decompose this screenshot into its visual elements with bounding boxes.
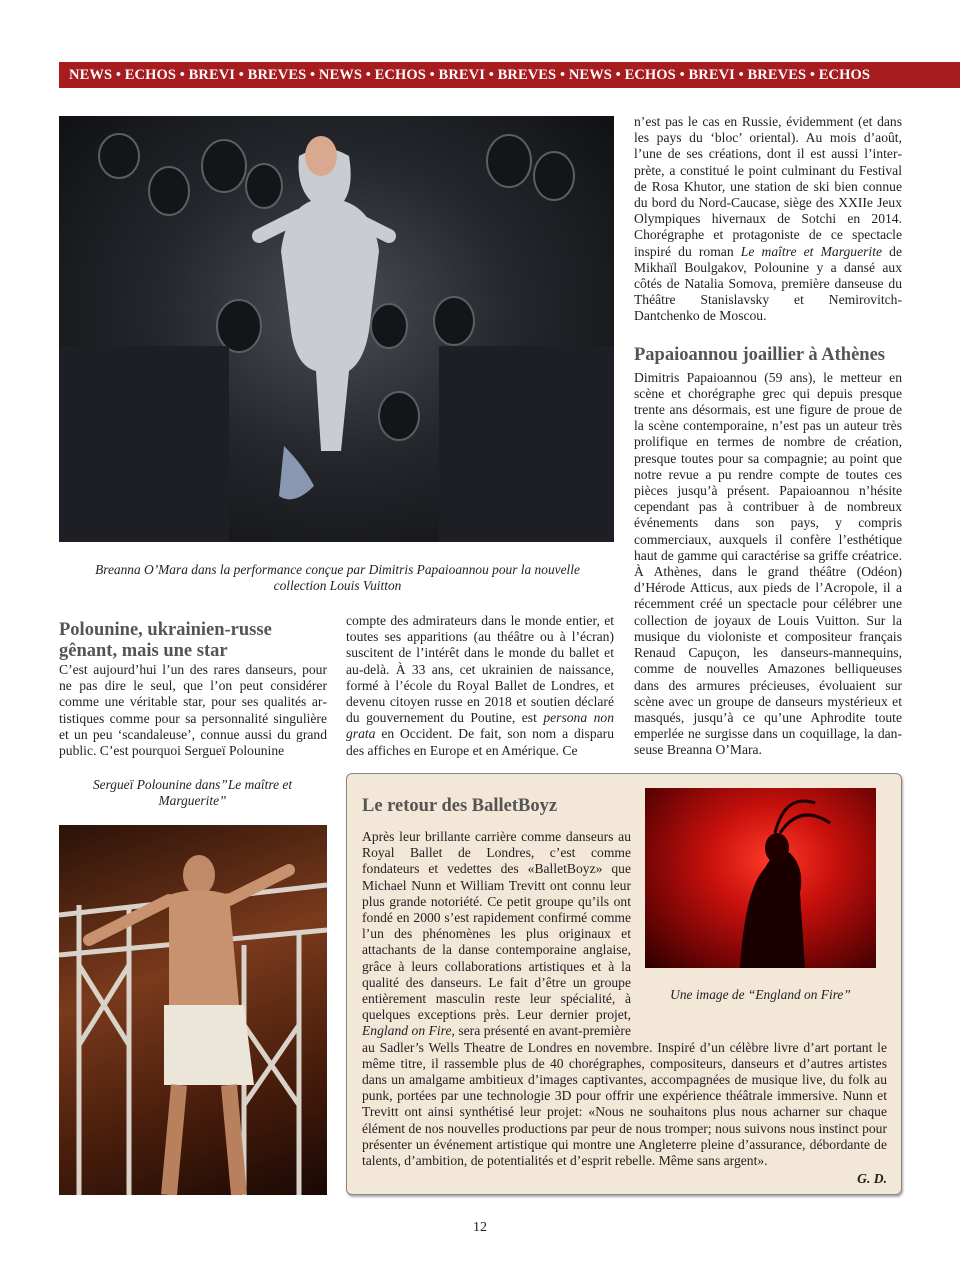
photo-polounine <box>59 825 327 1195</box>
papaioannou-body: Dimitris Papaioannou (59 ans), le metteur en scène et chorégraphe grec qui depuis presque trente ans désormais, est une figure de proue de la scène contemporaine, n’est pas un auteur très prolifique en termes de nombre de création, presque toutes pour sa compagnie; au point que notre revue a pu rendre compte de toutes ces pièces jusqu’à présent. Papaioannou n’hésite cependant pas à contribuer à de nombreux événements dans son pays, y compris commerciaux, auxquels il confère l’esthétique haut de gamme qui caractérise sa griffe créatrice. À Athènes, dans le grand théâtre (Odéon) d’Hérode Atticus, aux pieds de l’Acropole, il a récemment créé un spectacle pour célébrer une collection de joyaux de Louis Vuitton. Sur la musique du violoniste et compositeur français Renaud Capuçon, les danseurs-mannequins, comme de nouvelles Amazones belliqueuses dans des armures précieuses, évoluaient sur scène avec un groupe de danseurs mystérieux et masqués, jusqu’à ce qu’une Aphrodite toute emperlée ne surgisse dans un coquillage, la danseuse Breanna O’Mara. <box>634 369 902 758</box>
page-number: 12 <box>473 1220 487 1235</box>
news-banner: NEWS • ECHOS • BREVI • BREVES • NEWS • ECHOS • BREVI • BREVES • NEWS • ECHOS • BREVI • BREVES • ECHOS <box>59 62 960 88</box>
polounine-photo-caption: Sergueï Polounine dans”Le maître et Marguerite” <box>92 777 293 809</box>
text-segment: , sera présenté en avant-première au Sadler’s Wells Theatre de Londres en novembre. Inspiré d’un célèbre livre d’art portant le même titre, il rassemble plus de 40 chorégraphes, compositeurs, danseurs et d’autres artistes dans un amalgame ambitieux d’images captivantes, accompagnées de musique live, du folk au punk, portées par une technologie 3D pour offrir une expérience théâtrale immersive. Nunn et Trevitt ont ainsi synthétisé leur projet: «Nous ne souhaitons plus nous acharner sur chaque élément de nos nouvelles productions par peur de nous tromper; nous suivons nous instinct pour présenter un événement artistique qui montre une Angleterre pleine d’assurance, débordante de talents, d’ambition, de potentialités et d’esprit rebelle. Même sans argent». <box>362 1023 887 1169</box>
italic-phrase: persona non grata <box>346 710 614 742</box>
balletboyz-headline: Le retour des BalletBoyz <box>362 796 558 816</box>
photo-england-on-fire <box>645 788 876 968</box>
text-segment: Après leur brillante carrière comme danseurs au Royal Ballet de Londres, c’est comme fondateurs et vedettes des «BalletBoyz» que Michael Nunn et William Trevitt ont connu leur plus grande notoriété. Ce petit groupe qu’ils ont fondé en 2000 s’est rapidement confirmé comme l’un des phénomènes les plus originaux et attachants de la danse contemporaine anglaise, grâce à leurs collaborations artistiques et à la qualité des danseurs. Le fait d’être un groupe entièrement masculin reste leur spécialité, à quelques exceptions près. Leur dernier projet, <box>362 829 631 1023</box>
polounine-article-col2 <box>346 613 614 759</box>
top-photo-caption: Breanna O’Mara dans la performance conçue par Dimitris Papaioannou pour la nouvelle collection Louis Vuitton <box>95 562 580 594</box>
text-segment: n’est pas le cas en Russie, évidemment (et dans les pays du ‘bloc’ oriental). Au mois d’août, l’une de ses créations, dont il est aussi l’interprète, a constitué le point culminant du Festival de Rosa Khutor, une station de ski bien connue du bord du Nord-Caucase, siège des XXIIe Jeux Olympiques hivernaux de Sotchi en 2014. Chorégraphe et protagoniste de ce spectacle inspiré du roman <box>634 114 902 259</box>
polounine-continuation-text <box>634 114 902 325</box>
england-on-fire-figure <box>645 788 888 1038</box>
book-title: Le maître et Marguerite <box>740 243 883 259</box>
photo-breanna-omara <box>59 116 614 542</box>
papaioannou-headline: Papaioannou joaillier à Athènes <box>634 344 885 365</box>
text-segment: compte des admirateurs dans le monde entier, et toutes ses apparitions (au théâtre ou à l’écran) suscitent de l’intérêt dans le monde du ballet et au-delà. À 33 ans, cet ukrainien de naissance, formé à l’école du Royal Ballet de Londres, et devenu citoyen russe en 2018 et soutien déclaré du gouvernement du Poutine, est <box>346 613 614 726</box>
author-signature: G. D. <box>857 1171 887 1187</box>
polounine-body-1: C’est aujourd’hui l’un des rares danseurs, pour ne pas dire le seul, que l’on peut considérer comme une véritable star, pour ses qualités artistiques comme pour sa personnalité singulière et un peu ‘scandaleuse’, connue aussi du grand public. C’est pourquoi Sergueï Polounine <box>59 662 327 759</box>
text-segment: de Mikhaïl Boulgakov, Polounine y a dansé aux côtés de Natalia Somova, première danseuse du Théâtre Stanislavsky et Nemirovitch-Dantchenko de Moscou. <box>634 243 902 324</box>
show-title: England on Fire <box>362 1023 452 1039</box>
text-segment: en Occident. De fait, son nom a disparu des affiches en Europe et en Amérique. Ce <box>346 726 614 758</box>
polounine-headline: Polounine, ukrainien-russe gênant, mais une star <box>59 620 272 661</box>
polounine-body-2 <box>346 613 614 759</box>
col3-continuation <box>634 114 902 759</box>
polounine-article <box>59 620 327 759</box>
balletboyz-box <box>346 773 902 1195</box>
england-on-fire-caption: Une image de “England on Fire” <box>670 987 851 1002</box>
